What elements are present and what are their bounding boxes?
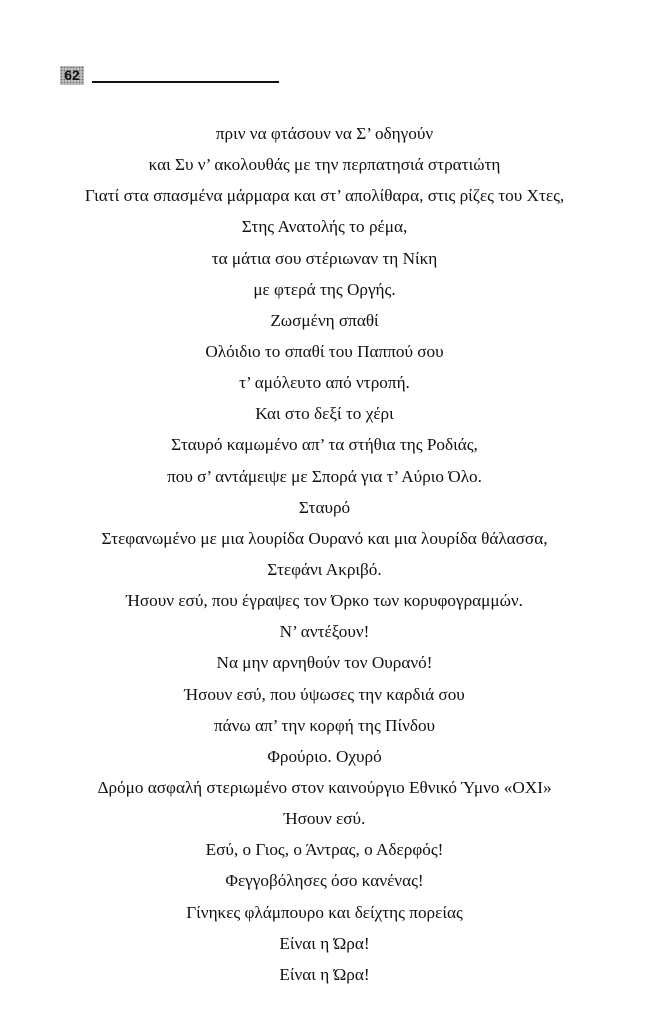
poem-line: Και στο δεξί το χέρι (255, 404, 394, 424)
poem-line: Ήσουν εσύ, που έγραψες τον Όρκο των κορυφογραμμών. (126, 591, 523, 611)
poem-line: Φρούριο. Οχυρό (267, 746, 382, 766)
page-number: 62 (60, 66, 84, 85)
poem-line: Εσύ, ο Γιος, ο Άντρας, ο Αδερφός! (205, 840, 444, 860)
poem-line: Σταυρό (298, 497, 351, 517)
header-rule (92, 81, 279, 83)
page-header (60, 66, 280, 86)
poem-line: Ήσουν εσύ. (283, 809, 366, 829)
poem-line: τ’ αμόλευτο από ντροπή. (239, 373, 410, 393)
poem-line: Φεγγοβόλησες όσο κανένας! (225, 871, 424, 891)
poem-line: που σ’ αντάμειψε με Σπορά για τ’ Αύριο Όλο. (167, 466, 482, 486)
poem-line: Ζωσμένη σπαθί (270, 310, 379, 330)
poem-line: πριν να φτάσουν να Σ’ οδηγούν (215, 124, 434, 143)
poem-line: πάνω απ’ την κορφή της Πίνδου (213, 715, 436, 735)
poem-line: Να μην αρνηθούν τον Ουρανό! (216, 653, 433, 673)
poem-line: Ν’ αντέξουν! (279, 622, 370, 642)
poem-line: και Συ ν’ ακολουθάς με την περπατησιά στρατιώτη (148, 155, 501, 175)
poem-line: Στης Ανατολής το ρέμα, (241, 217, 408, 237)
poem-line: Ήσουν εσύ, που ύψωσες την καρδιά σου (184, 684, 465, 704)
poem-line: Στεφανωμένο με μια λουρίδα Ουρανό και μια λουρίδα θάλασσα, (101, 528, 548, 548)
poem-line: Είναι η Ώρα! (279, 933, 370, 953)
poem-line: τα μάτια σου στέριωναν τη Νίκη (211, 248, 438, 268)
poem-line: Σταυρό καμωμένο απ’ τα στήθια της Ροδιάς, (171, 435, 478, 455)
poem-line: με φτερά της Οργής. (253, 279, 396, 299)
poem-body (0, 118, 649, 990)
poem-line: Στεφάνι Ακριβό. (267, 559, 382, 579)
poem-line: Γιατί στα σπασμένα μάρμαρα και στ’ απολίθαρα, στις ρίζες του Χτες, (84, 186, 565, 206)
poem-line: Γίνηκες φλάμπουρο και δείχτης πορείας (186, 902, 463, 922)
poem-line: Είναι η Ώρα! (279, 964, 370, 984)
poem-line: Δρόμο ασφαλή στεριωμένο στον καινούργιο Εθνικό Ύμνο «ΟΧΙ» (97, 777, 552, 797)
poem-line: Ολόιδιο το σπαθί του Παππού σου (205, 341, 444, 361)
